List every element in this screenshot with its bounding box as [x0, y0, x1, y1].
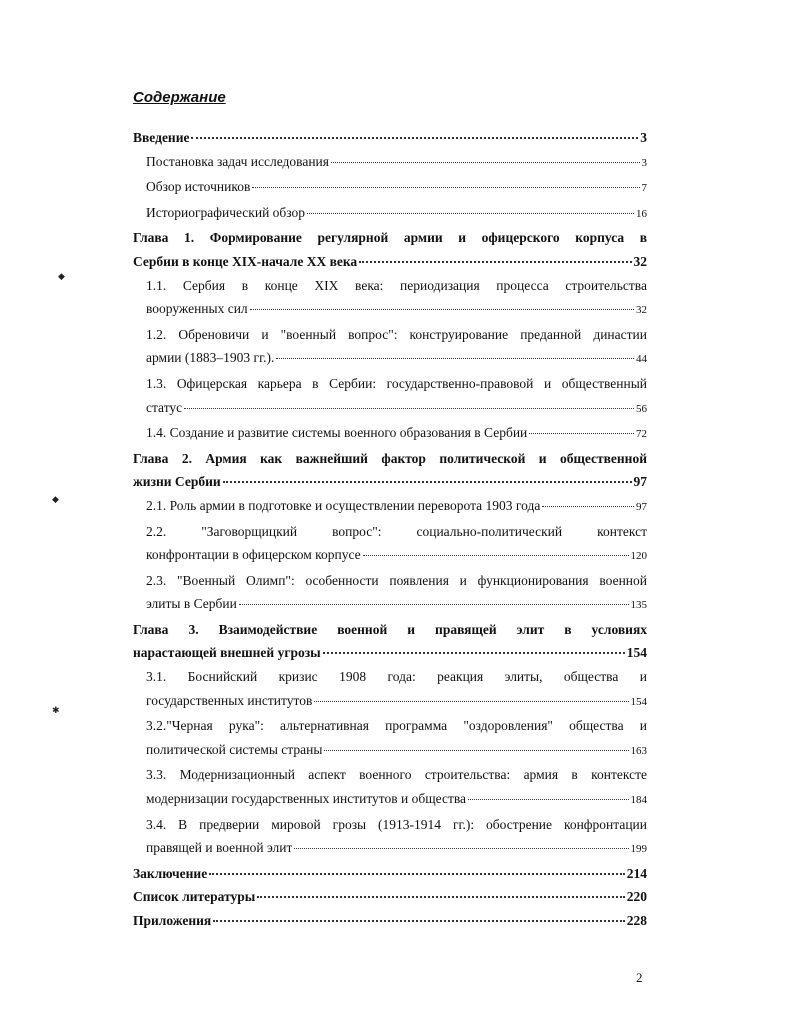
- toc-entry-label: 1.4. Создание и развитие системы военного образования в Сербии: [146, 425, 528, 441]
- toc-page-number: 7: [641, 182, 647, 195]
- scan-artifact-mark: ✱: [52, 706, 60, 716]
- toc-subentry[interactable]: [146, 175, 647, 201]
- toc-entry-label-line2: правящей и военной элит: [146, 840, 293, 856]
- toc-entry-label-line2: нарастающей внешней угрозы: [133, 645, 321, 661]
- dot-leader: [468, 799, 628, 800]
- dot-leader: [257, 896, 624, 898]
- dot-leader: [331, 162, 640, 163]
- toc-entry-label-line2: армии (1883–1903 гг.).: [146, 350, 275, 366]
- scan-artifact-mark: ◆: [58, 272, 65, 282]
- toc-entry-label-line1: 3.3. Модернизационный аспект военного строительства: армия в контексте: [146, 767, 647, 783]
- toc-entry-label-line1: 1.1. Сербия в конце XIX века: периодизация процесса строительства: [146, 277, 647, 293]
- toc-entry-label: Обзор источников: [146, 179, 251, 195]
- toc-entry-label: Список литературы: [133, 889, 256, 905]
- dot-leader: [250, 309, 634, 310]
- dot-leader: [323, 652, 625, 654]
- toc-entry-label-line2: статус: [146, 399, 183, 415]
- toc-page-number: 72: [636, 428, 647, 441]
- toc-page-number: 214: [626, 865, 647, 881]
- toc-entry-label-line1: 3.1. Боснийский кризис 1908 года: реакция элиты, общества и: [146, 669, 647, 685]
- toc-entry-chapter-1[interactable]: [133, 226, 647, 273]
- toc-entry-label-line1: 1.3. Офицерская карьера в Сербии: государственно-правовой и общественный: [146, 375, 647, 391]
- toc-entry-label-line1: 3.4. В предверии мировой грозы (1913-1914 гг.): обострение конфронтации: [146, 816, 647, 832]
- dot-leader: [314, 701, 628, 702]
- toc-entry-label-line2: политической системы страны: [146, 741, 323, 757]
- dot-leader: [359, 261, 631, 263]
- toc-page-number: 97: [636, 500, 647, 513]
- toc-entry-appendix[interactable]: [133, 909, 647, 933]
- toc-entry-label-line1: 3.2."Черная рука": альтернативная программа "оздоровления" общества и: [146, 718, 647, 734]
- dot-leader: [184, 408, 634, 409]
- toc-subentry[interactable]: [146, 323, 647, 372]
- toc-entry-label: Введение: [133, 130, 190, 145]
- toc-page-number: 56: [636, 402, 647, 415]
- dot-leader: [542, 506, 634, 507]
- toc-entry-label: Заключение: [133, 865, 208, 881]
- toc-entry-label-line2: модернизации государственных институтов и общества: [146, 791, 467, 807]
- toc-page-number: 32: [633, 253, 647, 269]
- toc-entry-label-line1: 2.2. "Заговорщицкий вопрос": социально-политический контекст: [146, 523, 647, 539]
- toc-entry-label: Приложения: [133, 913, 212, 928]
- dot-leader: [252, 187, 639, 188]
- table-of-contents: [133, 126, 647, 933]
- toc-page-number: 32: [636, 304, 647, 317]
- toc-entry-chapter-3[interactable]: [133, 618, 647, 665]
- toc-page-number: 44: [636, 353, 647, 366]
- dot-leader: [213, 920, 625, 922]
- dot-leader: [307, 213, 634, 214]
- toc-page-number: 163: [630, 744, 647, 757]
- dot-leader: [223, 481, 632, 483]
- dot-leader: [294, 848, 628, 849]
- toc-entry-chapter-2[interactable]: [133, 447, 647, 494]
- toc-entry-label-line1: Глава 1. Формирование регулярной армии и офицерского корпуса в: [133, 230, 647, 246]
- toc-page-number: 135: [630, 599, 647, 612]
- toc-subentry[interactable]: [146, 813, 647, 862]
- toc-entry-label: Историографический обзор: [146, 204, 306, 220]
- dot-leader: [529, 433, 634, 434]
- toc-entry-label-line2: Сербии в конце XIX-начале XX века: [133, 253, 358, 269]
- toc-page-number: 154: [626, 645, 647, 661]
- toc-page-number: 184: [630, 794, 647, 807]
- toc-entry-bibliography[interactable]: [133, 885, 647, 909]
- toc-entry-introduction[interactable]: [133, 126, 647, 150]
- toc-subentry[interactable]: [146, 665, 647, 714]
- toc-page-number: 199: [630, 843, 647, 856]
- toc-subentry[interactable]: [146, 714, 647, 763]
- page-title: Содержание: [133, 89, 226, 106]
- toc-subentry[interactable]: [146, 494, 647, 520]
- toc-entry-conclusion[interactable]: [133, 862, 647, 886]
- toc-subentry[interactable]: [146, 150, 647, 176]
- toc-subentry[interactable]: [146, 520, 647, 569]
- toc-entry-label-line2: жизни Сербии: [133, 474, 221, 490]
- toc-subentry[interactable]: [146, 569, 647, 618]
- toc-page-number: 16: [636, 207, 647, 220]
- toc-subentry[interactable]: [146, 201, 647, 227]
- toc-page-number: 97: [633, 474, 647, 490]
- scan-artifact-mark: ◆: [52, 495, 59, 505]
- toc-page-number: 220: [626, 889, 647, 905]
- toc-subentry[interactable]: [146, 274, 647, 323]
- toc-entry-label-line2: государственных институтов: [146, 692, 313, 708]
- toc-subentry[interactable]: [146, 421, 647, 447]
- page-number: 2: [636, 970, 643, 985]
- toc-subentry[interactable]: [146, 372, 647, 421]
- dot-leader: [239, 604, 629, 605]
- dot-leader: [363, 555, 629, 556]
- dot-leader: [276, 358, 634, 359]
- dot-leader: [324, 750, 628, 751]
- toc-subentry[interactable]: [146, 763, 647, 812]
- toc-entry-label-line1: 1.2. Обреновичи и "военный вопрос": конструирование преданной династии: [146, 326, 647, 342]
- toc-page-number: 120: [630, 550, 647, 563]
- toc-entry-label-line2: элиты в Сербии: [146, 596, 237, 612]
- toc-entry-label-line1: Глава 2. Армия как важнейший фактор политической и общественной: [133, 450, 647, 466]
- toc-entry-label-line1: 2.3. "Военный Олимп": особенности появления и функционирования военной: [146, 572, 647, 588]
- toc-page-number: 228: [626, 913, 647, 928]
- toc-page-number: 3: [641, 156, 647, 169]
- toc-entry-label: Постановка задач исследования: [146, 153, 329, 169]
- toc-entry-label-line2: вооруженных сил: [146, 301, 248, 317]
- dot-leader: [209, 873, 625, 875]
- toc-entry-label: 2.1. Роль армии в подготовке и осуществлении переворота 1903 года: [146, 497, 541, 513]
- toc-entry-label-line1: Глава 3. Взаимодействие военной и правящей элит в условиях: [133, 621, 647, 637]
- dot-leader: [191, 137, 638, 139]
- toc-page-number: 3: [640, 130, 647, 145]
- toc-page-number: 154: [630, 695, 647, 708]
- toc-entry-label-line2: конфронтации в офицерском корпусе: [146, 547, 361, 563]
